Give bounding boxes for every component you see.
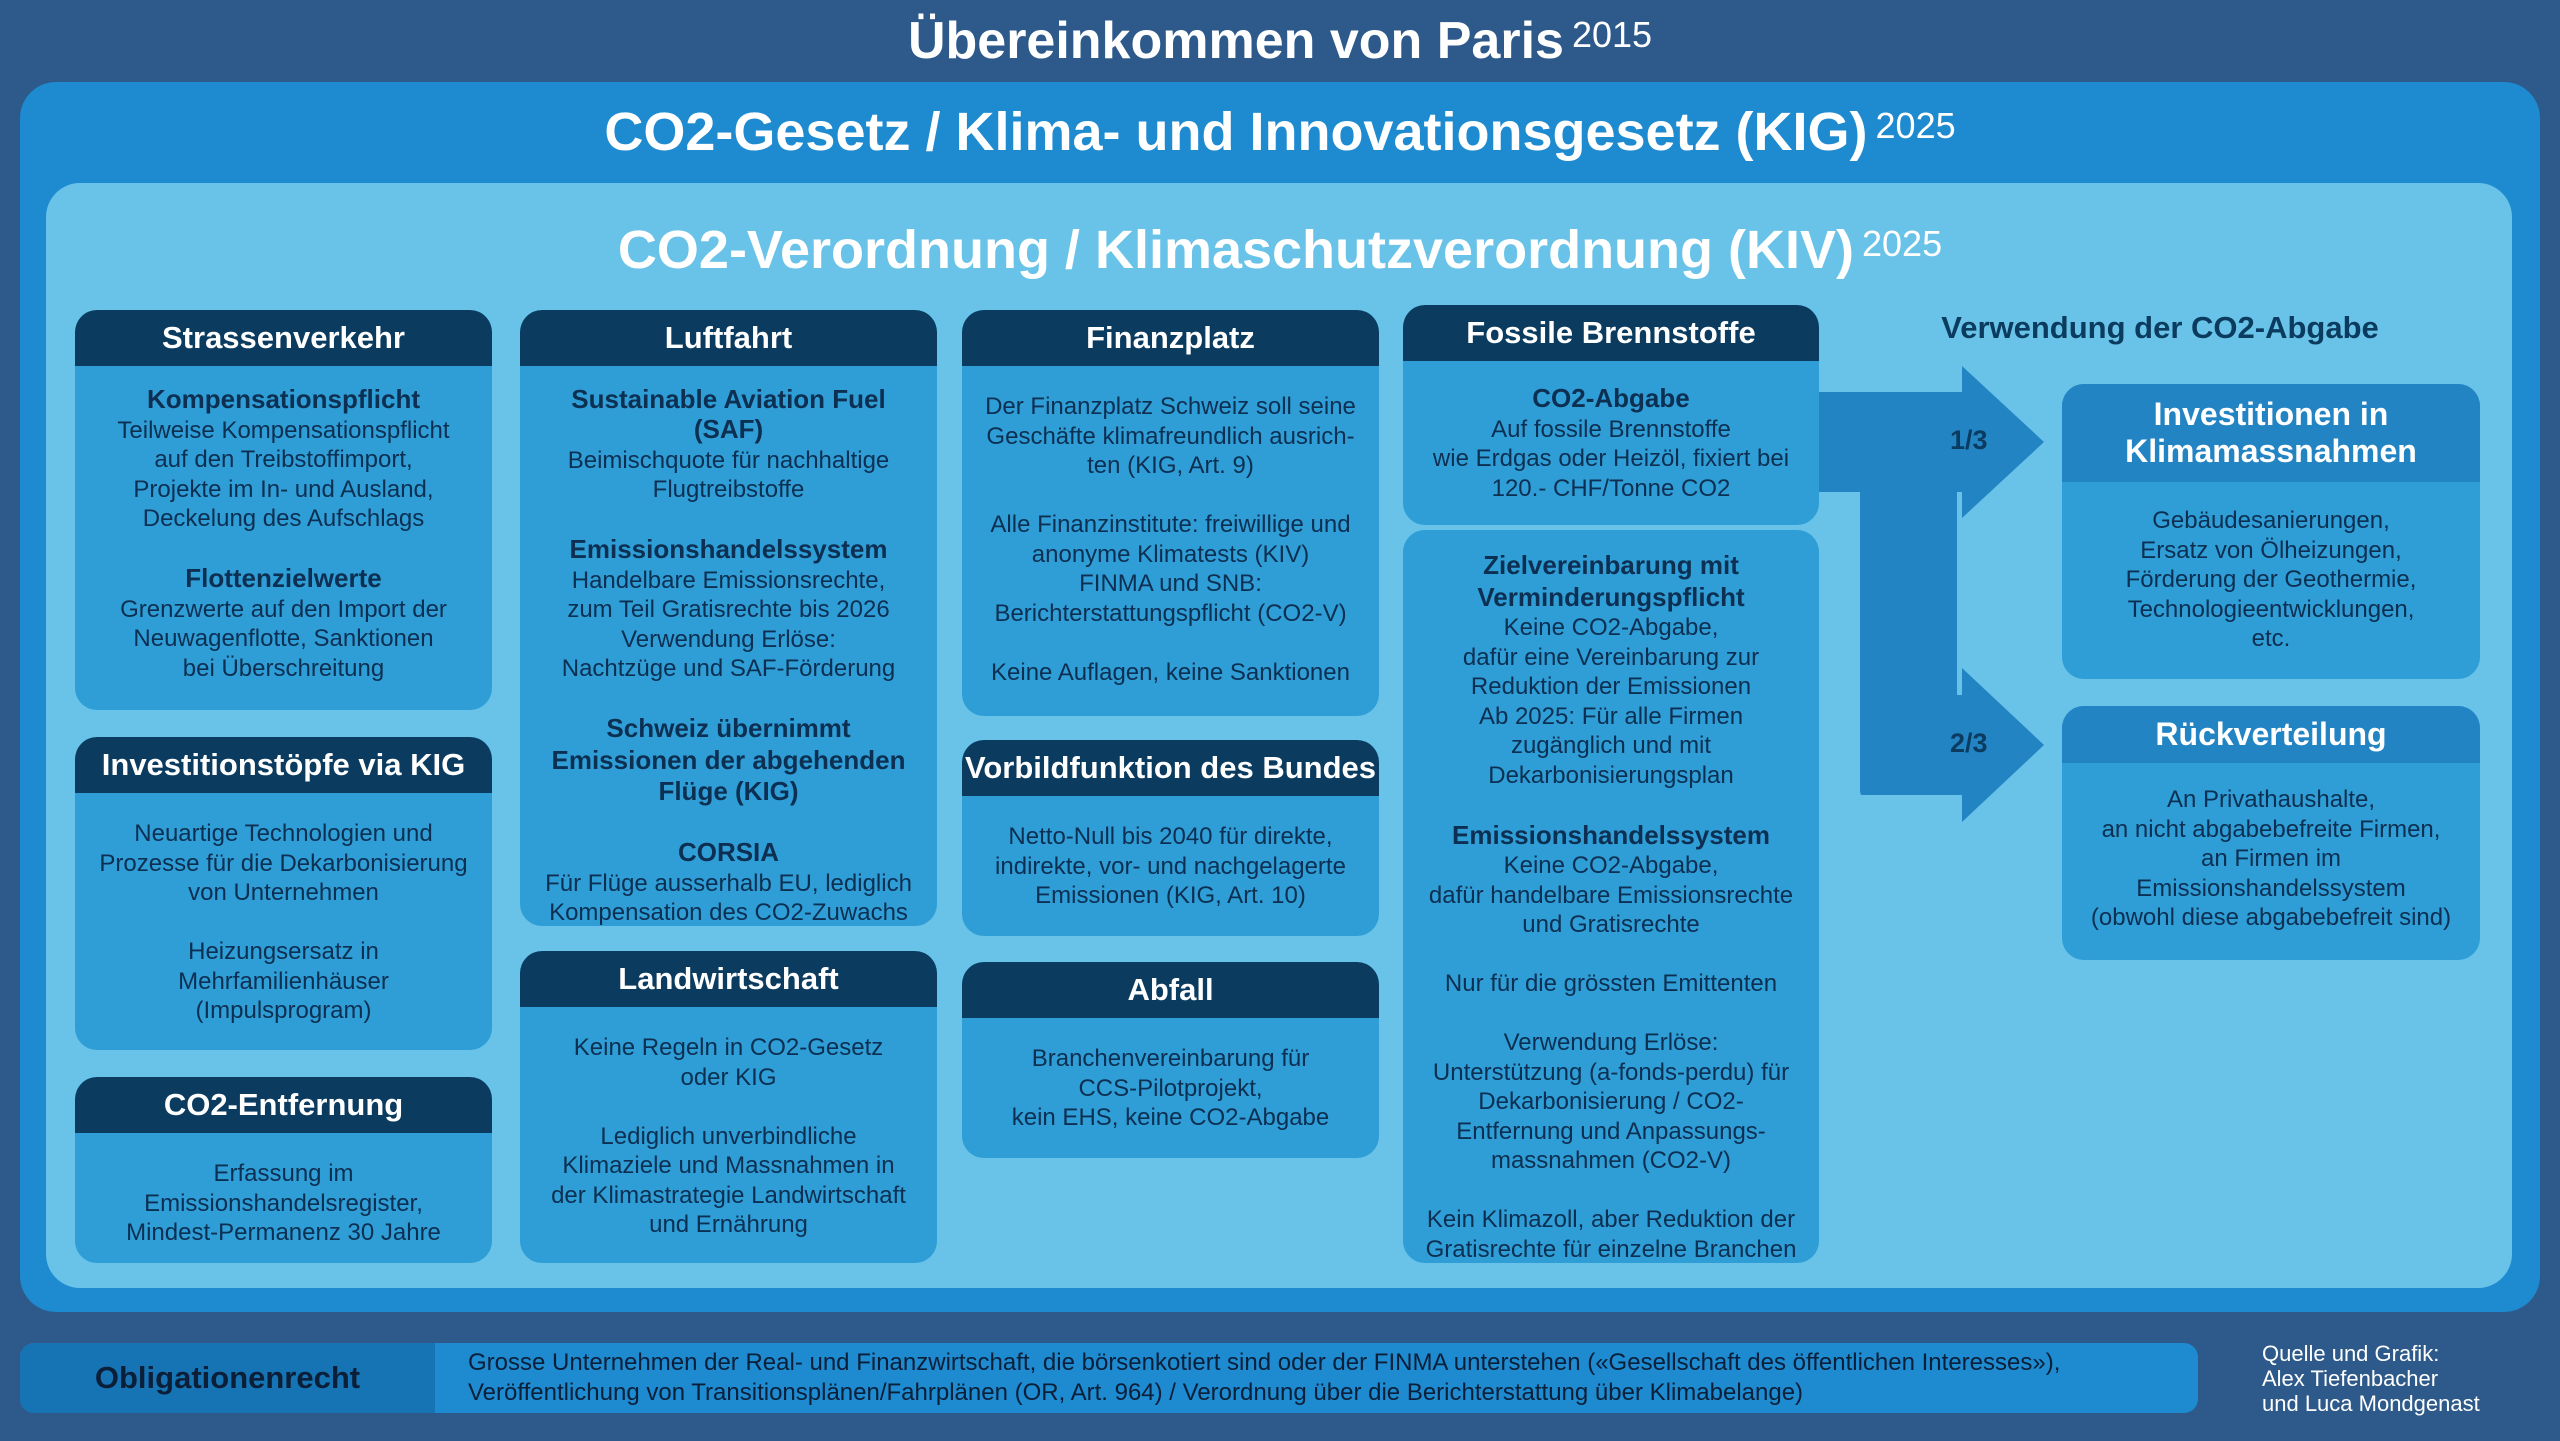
- text-line: Entfernung und Anpassungs-: [1456, 1117, 1766, 1145]
- text-line: Auf fossile Brennstoffe: [1491, 415, 1731, 443]
- text-line: und Ernährung: [649, 1211, 808, 1238]
- box-title: Fossile Brennstoffe: [1403, 305, 1819, 361]
- text-line: Neuartige Technologien und: [134, 820, 433, 847]
- text-line: Emissionshandelssystem: [2136, 874, 2406, 902]
- text-line: (obwohl diese abgabebefreit sind): [2090, 904, 2452, 931]
- text-line: bei Überschreitung: [182, 654, 385, 682]
- heading-saf: Sustainable Aviation Fuel (SAF): [571, 384, 886, 444]
- text-line: Lediglich unverbindliche: [600, 1122, 857, 1150]
- text-line: Gebäudesanierungen,: [2152, 507, 2390, 534]
- text-line: an Firmen im: [2200, 845, 2342, 872]
- text-line: Reduktion der Emissionen: [1470, 673, 1752, 700]
- title-paris: Übereinkommen von Paris $^{2015}$: [907, 12, 1653, 70]
- text-line: Heizungsersatz in: [188, 938, 379, 965]
- heading-schweiz-uebernimmt: Flüge (KIG): [658, 776, 799, 806]
- text-line: Nur für die grössten Emittenten: [1444, 970, 1778, 997]
- text-line: Dekarbonisierungsplan: [1488, 761, 1734, 789]
- box-title: Finanzplatz: [962, 310, 1379, 366]
- text-line: CCS-Pilotprojekt,: [1078, 1074, 1263, 1102]
- title-kig: CO2-Gesetz / Klima- und Innovationsgesetz (KIG) $^{2025}$: [604, 102, 1956, 162]
- box-title: CO2-Entfernung: [75, 1077, 492, 1133]
- text-line: Keine CO2-Abgabe,: [1503, 852, 1719, 879]
- box-vorbildfunktion: [962, 740, 1379, 936]
- text-line: Mehrfamilienhäuser: [178, 967, 389, 995]
- text-line: Deckelung des Aufschlags: [142, 505, 425, 532]
- text-line: ten (KIG, Art. 9): [1087, 452, 1254, 479]
- text-line: Für Flüge ausserhalb EU, lediglich: [545, 869, 912, 897]
- text-line: Teilweise Kompensationspflicht: [117, 416, 450, 444]
- heading-flottenzielwerte: Flottenzielwerte: [185, 563, 382, 593]
- text-line: 120.- CHF/Tonne CO2: [1491, 474, 1731, 502]
- box-title: Abfall: [962, 962, 1379, 1018]
- text-line: Projekte im In- und Ausland,: [133, 475, 434, 503]
- heading-corsia: CORSIA: [677, 837, 780, 867]
- obligationenrecht-text: Grosse Unternehmen der Real- und Finanzwirtschaft, die börsenkotiert sind oder der FINMA unterstehen («Gesellschaft des öffentlichen Interesses»), Veröffentlichung von Transitionsplänen/Fahrplänen (OR, Art. 964) / Verordnung über die Berichterstattung über Klimabelange): [468, 1349, 2061, 1406]
- text-line: massnahmen (CO2-V): [1490, 1147, 1732, 1174]
- text-line: Gratisrechte für einzelne Branchen: [1425, 1235, 1797, 1263]
- fraction-one-third: 1/3: [1950, 425, 1988, 455]
- box-finanzplatz: [962, 310, 1379, 716]
- text-line: Erfassung im: [213, 1160, 354, 1187]
- text-line: An Privathaushalte,: [2166, 786, 2376, 813]
- text-line: an nicht abgabebefreite Firmen,: [2101, 815, 2441, 843]
- obligationenrecht-bar: [20, 1343, 2198, 1413]
- text-line: von Unternehmen: [188, 879, 379, 906]
- heading-schweiz-uebernimmt: Schweiz übernimmt: [606, 713, 851, 743]
- text-line: Grenzwerte auf den Import der: [120, 595, 447, 623]
- text-line: oder KIG: [680, 1063, 777, 1091]
- source-credit: Quelle und Grafik: Alex Tiefenbacher und Luca Mondgenast: [2262, 1341, 2480, 1416]
- box-investitionen: [2062, 384, 2480, 679]
- heading-emissionshandelssystem: Emissionshandelssystem: [1452, 819, 1770, 850]
- text-line: Netto-Null bis 2040 für direkte,: [1008, 823, 1333, 850]
- fraction-two-thirds: 2/3: [1950, 728, 1988, 758]
- box-title: Investitionstöpfe via KIG: [75, 737, 492, 793]
- text-line: dafür eine Vereinbarung zur: [1462, 643, 1760, 671]
- text-line: Keine Auflagen, keine Sanktionen: [991, 658, 1350, 686]
- text-line: Förderung der Geothermie,: [2125, 566, 2417, 593]
- box-investitionstoepfe: [75, 737, 492, 1050]
- text-line: Mindest-Permanenz 30 Jahre: [126, 1219, 441, 1246]
- box-zielvereinbarung: [1403, 530, 1819, 1263]
- text-line: FINMA und SNB:: [1079, 570, 1262, 597]
- text-line: Unterstützung (a-fonds-perdu) für: [1432, 1058, 1790, 1086]
- heading-zielvereinbarung: Verminderungspflicht: [1477, 581, 1745, 612]
- heading-kompensationspflicht: Kompensationspflicht: [146, 384, 420, 414]
- box-title: Investitionen in Klimamassnahmen: [2062, 384, 2480, 482]
- text-line: Dekarbonisierung / CO2-: [1478, 1088, 1744, 1115]
- text-line: Ab 2025: Für alle Firmen: [1478, 702, 1744, 730]
- box-title: Landwirtschaft: [520, 951, 937, 1007]
- text-line: Nachtzüge und SAF-Förderung: [561, 655, 896, 682]
- box-landwirtschaft: [520, 951, 937, 1263]
- text-line: Neuwagenflotte, Sanktionen: [133, 625, 434, 652]
- text-line: zum Teil Gratisrechte bis 2026: [567, 596, 890, 623]
- text-line: Branchenvereinbarung für: [1031, 1045, 1310, 1072]
- text-line: Der Finanzplatz Schweiz soll seine: [985, 393, 1356, 420]
- box-title: Luftfahrt: [520, 310, 937, 366]
- text-line: dafür handelbare Emissionsrechte: [1428, 881, 1794, 909]
- box-title: Strassenverkehr: [75, 310, 492, 366]
- text-line: Geschäfte klimafreundlich ausrich-: [986, 422, 1355, 450]
- text-line: Handelbare Emissionsrechte,: [571, 566, 886, 594]
- heading-zielvereinbarung: Zielvereinbarung mit: [1483, 550, 1739, 580]
- text-line: Verwendung Erlöse:: [1503, 1029, 1719, 1056]
- text-line: Alle Finanzinstitute: freiwillige und: [990, 511, 1351, 538]
- text-line: Technologieentwicklungen,: [2127, 595, 2415, 623]
- flow-arrows: [1812, 350, 2052, 830]
- heading-schweiz-uebernimmt: Emissionen der abgehenden: [551, 744, 906, 775]
- title-kiv: CO2-Verordnung / Klimaschutzverordnung (KIV) $^{2025}$: [617, 220, 1943, 280]
- box-abfall: [962, 962, 1379, 1158]
- text-line: Emissionen (KIG, Art. 10): [1035, 882, 1306, 909]
- text-line: wie Erdgas oder Heizöl, fixiert bei: [1432, 445, 1790, 472]
- text-line: Verwendung Erlöse:: [621, 625, 836, 653]
- box-title: Vorbildfunktion des Bundes: [962, 740, 1379, 796]
- text-line: indirekte, vor- und nachgelagerte: [995, 852, 1346, 880]
- box-title: Rückverteilung: [2062, 706, 2480, 763]
- box-strassenverkehr: [75, 310, 492, 710]
- heading-emissionshandelssystem: Emissionshandelssystem: [569, 534, 888, 564]
- box-fossile-brennstoffe: [1403, 305, 1819, 525]
- text-line: (Impulsprogram): [195, 997, 372, 1024]
- text-line: Keine Regeln in CO2-Gesetz: [573, 1034, 884, 1061]
- text-line: Emissionshandelsregister,: [144, 1189, 423, 1217]
- text-line: Kein Klimazoll, aber Reduktion der: [1426, 1206, 1796, 1233]
- text-line: anonyme Klimatests (KIV): [1031, 540, 1310, 568]
- text-line: etc.: [2251, 625, 2291, 652]
- text-line: Berichterstattungspflicht (CO2-V): [994, 599, 1347, 627]
- text-line: Kompensation des CO2-Zuwachs: [549, 899, 908, 926]
- box-luftfahrt: [520, 310, 937, 926]
- text-line: zugänglich und mit: [1510, 732, 1712, 759]
- text-line: auf den Treibstoffimport,: [154, 446, 413, 473]
- text-line: Ersatz von Ölheizungen,: [2140, 536, 2402, 564]
- box-co2-entfernung: [75, 1077, 492, 1263]
- text-line: der Klimastrategie Landwirtschaft: [551, 1181, 906, 1209]
- heading-verwendung: Verwendung der CO2-Abgabe: [1941, 310, 2379, 345]
- text-line: Prozesse für die Dekarbonisierung: [99, 849, 468, 877]
- text-line: Beimischquote für nachhaltige: [567, 446, 890, 474]
- text-line: Klimaziele und Massnahmen in: [562, 1152, 895, 1179]
- obligationenrecht-label: Obligationenrecht: [20, 1343, 435, 1413]
- arrow-branch-2-3: [1860, 492, 2044, 822]
- heading-co2-abgabe: CO2-Abgabe: [1532, 383, 1690, 413]
- text-line: kein EHS, keine CO2-Abgabe: [1011, 1104, 1330, 1131]
- text-line: Keine CO2-Abgabe,: [1503, 614, 1719, 641]
- text-line: und Gratisrechte: [1522, 911, 1700, 938]
- text-line: Flugtreibstoffe: [652, 476, 805, 503]
- box-rueckverteilung: [2062, 706, 2480, 960]
